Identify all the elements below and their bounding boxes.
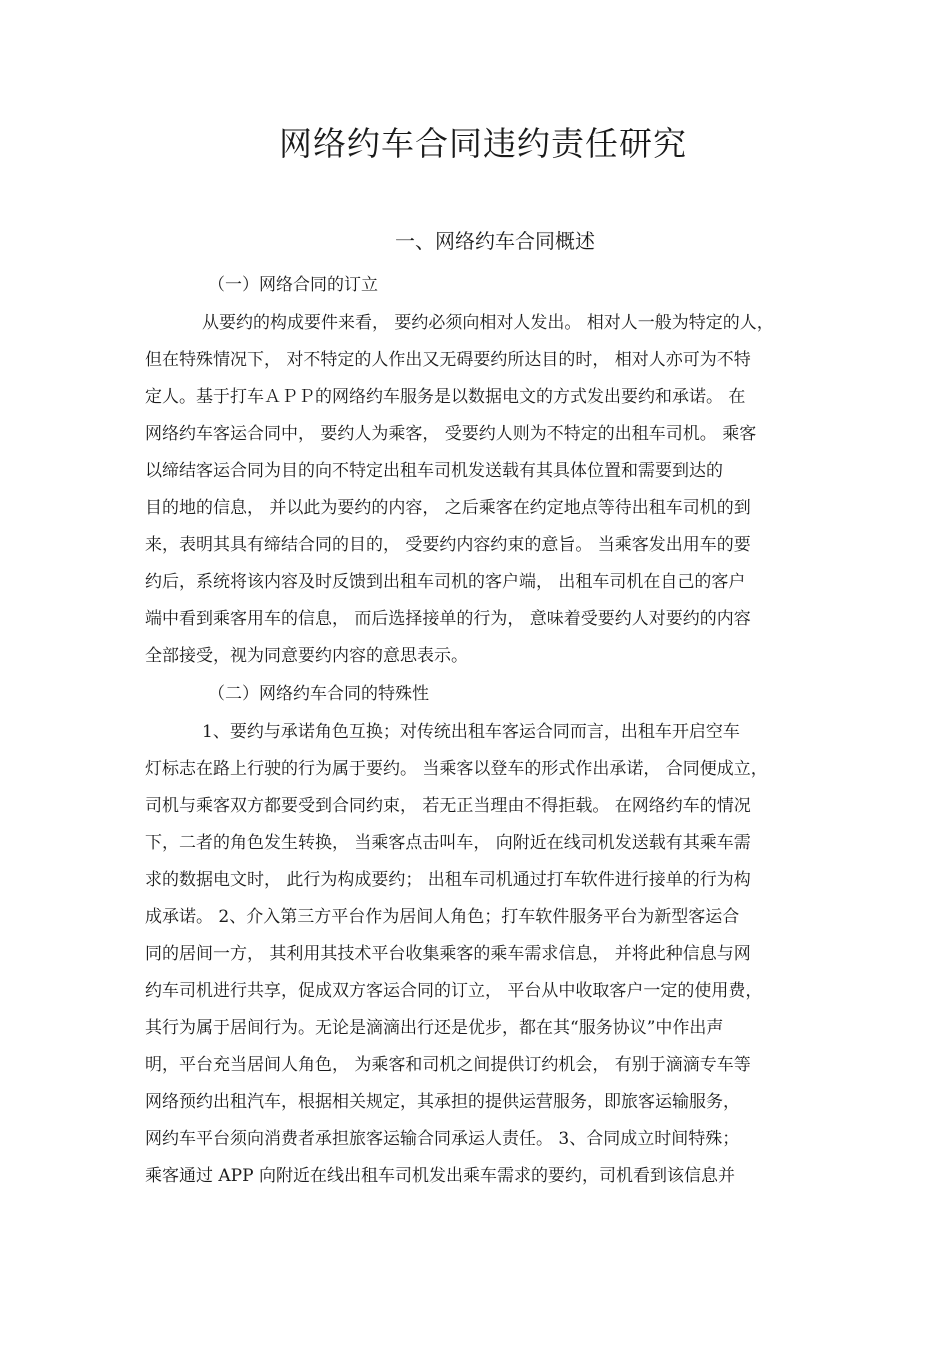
paragraph-line: 端中看到乘客用车的信息， 而后选择接单的行为， 意味着受要约人对要约的内容 bbox=[145, 609, 751, 629]
paragraph-line: 约车司机进行共享，促成双方客运合同的订立， 平台从中收取客户一定的使用费， bbox=[145, 981, 763, 1001]
paragraph-line: 目的地的信息， 并以此为要约的内容， 之后乘客在约定地点等待出租车司机的到 bbox=[145, 498, 751, 518]
paragraph-line: 成承诺。 2、介入第三方平台作为居间人角色；打车软件服务平台为新型客运合 bbox=[145, 907, 740, 927]
paragraph-line: 求的数据电文时， 此行为构成要约； 出租车司机通过打车软件进行接单的行为构 bbox=[145, 870, 751, 890]
paragraph-line: 1、要约与承诺角色互换；对传统出租车客运合同而言，出租车开启空车 bbox=[202, 722, 740, 742]
paragraph-line: 但在特殊情况下， 对不特定的人作出又无碍要约所达目的时， 相对人亦可为不特 bbox=[145, 350, 751, 370]
paragraph-line: 同的居间一方， 其利用其技术平台收集乘客的乘车需求信息， 并将此种信息与网 bbox=[145, 944, 751, 964]
document-title: 网络约车合同违约责任研究 bbox=[279, 124, 687, 163]
paragraph-line: 定人。基于打车ＡＰＰ的网络约车服务是以数据电文的方式发出要约和承诺。 在 bbox=[145, 387, 746, 407]
paragraph-line: 乘客通过 APP 向附近在线出租车司机发出乘车需求的要约，司机看到该信息并 bbox=[145, 1166, 735, 1186]
paragraph-line: 其行为属于居间行为。无论是滴滴出行还是优步，都在其“服务协议”中作出声 bbox=[145, 1018, 724, 1038]
paragraph-line: 全部接受，视为同意要约内容的意思表示。 bbox=[145, 646, 468, 666]
subsection-heading-2: （二）网络约车合同的特殊性 bbox=[208, 684, 429, 704]
paragraph-line: 明，平台充当居间人角色， 为乘客和司机之间提供订约机会， 有别于滴滴专车等 bbox=[145, 1055, 751, 1075]
paragraph-line: 约后，系统将该内容及时反馈到出租车司机的客户端， 出租车司机在自己的客户 bbox=[145, 572, 746, 592]
paragraph-line: 从要约的构成要件来看， 要约必须向相对人发出。 相对人一般为特定的人， bbox=[202, 313, 774, 333]
paragraph-line: 网约车平台须向消费者承担旅客运输合同承运人责任。 3、合同成立时间特殊； bbox=[145, 1129, 740, 1149]
subsection-heading-1: （一）网络合同的订立 bbox=[208, 275, 378, 295]
section-heading: 一、网络约车合同概述 bbox=[395, 229, 595, 253]
paragraph-line: 司机与乘客双方都要受到合同约束， 若无正当理由不得拒载。 在网络约车的情况 bbox=[145, 796, 751, 816]
paragraph-line: 来，表明其具有缔结合同的目的， 受要约内容约束的意旨。 当乘客发出用车的要 bbox=[145, 535, 751, 555]
paragraph-line: 网络约车客运合同中， 要约人为乘客， 受要约人则为不特定的出租车司机。 乘客 bbox=[145, 424, 757, 444]
paragraph-line: 下，二者的角色发生转换， 当乘客点击叫车， 向附近在线司机发送载有其乘车需 bbox=[145, 833, 751, 853]
paragraph-line: 灯标志在路上行驶的行为属于要约。 当乘客以登车的形式作出承诺， 合同便成立， bbox=[145, 759, 768, 779]
paragraph-line: 以缔结客运合同为目的向不特定出租车司机发送载有其具体位置和需要到达的 bbox=[145, 461, 723, 481]
paragraph-line: 网络预约出租汽车，根据相关规定，其承担的提供运营服务，即旅客运输服务， bbox=[145, 1092, 740, 1112]
